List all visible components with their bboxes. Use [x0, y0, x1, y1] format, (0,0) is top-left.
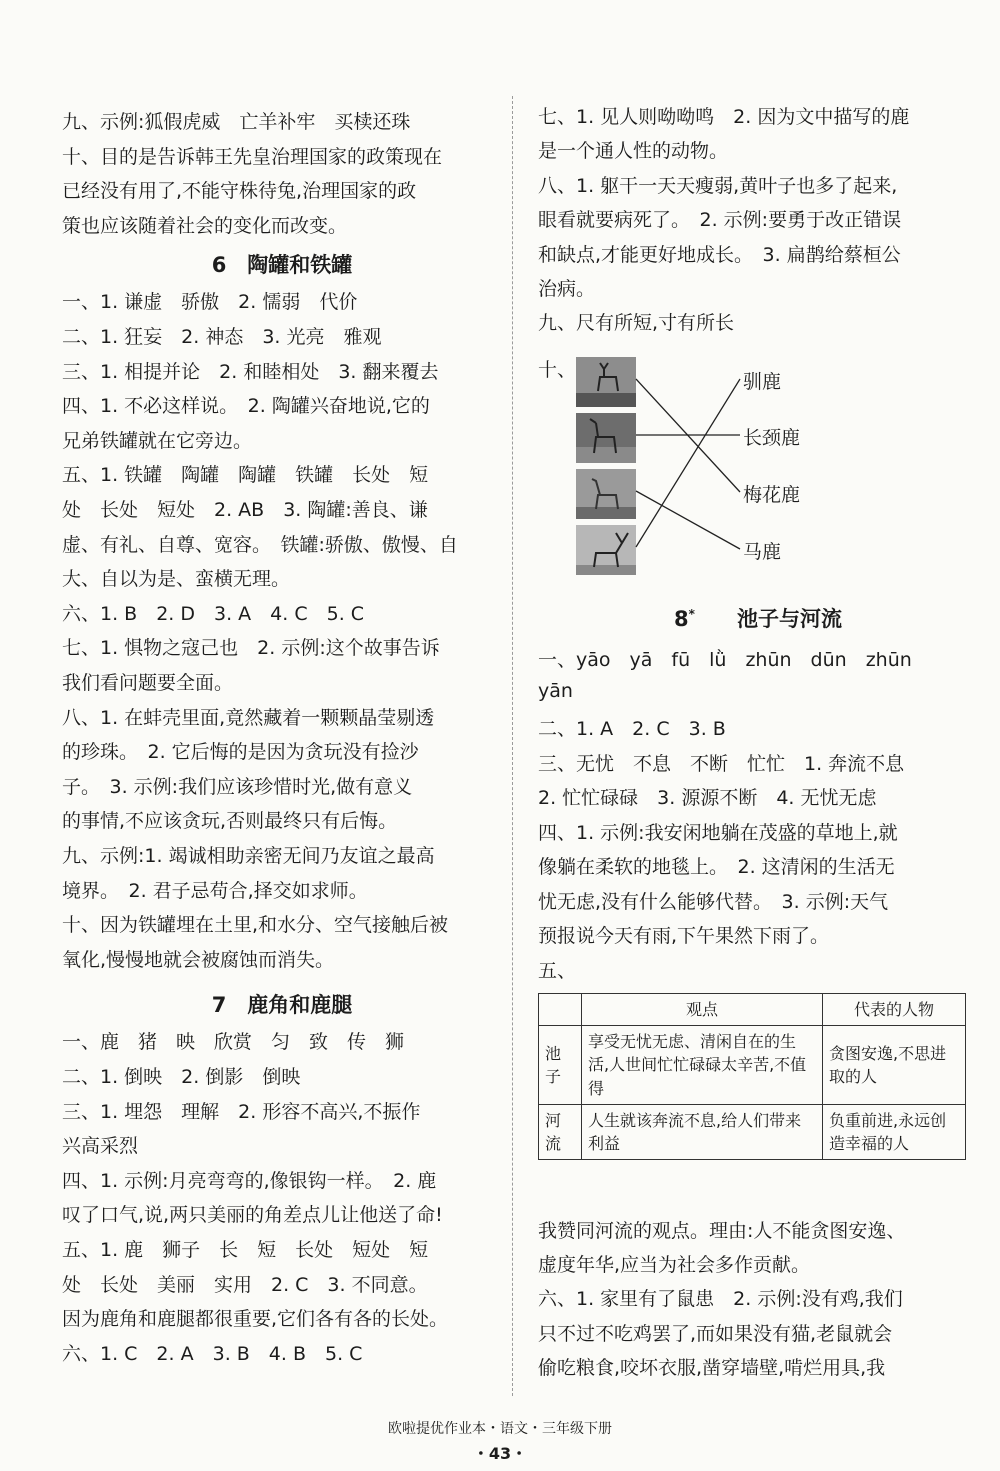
- table-header-person: 代表的人物: [823, 994, 966, 1026]
- answer-line: 二、1. 倒映 2. 倒影 倒映: [62, 1066, 301, 1088]
- answer-line: 兴高采烈: [62, 1135, 139, 1158]
- answer-line: 三、无忧 不息 不断 忙忙 1. 奔流不息: [538, 752, 905, 775]
- table-cell-person: 负重前进,永远创造幸福的人: [823, 1104, 966, 1159]
- answer-line: 2. 忙忙碌碌 3. 源源不断 4. 无忧无虑: [538, 787, 877, 809]
- answer-line: 处 长处 美丽 实用 2. C 3. 不同意。: [62, 1273, 428, 1296]
- answer-line: 四、1. 示例:月亮弯弯的,像银钩一样。 2. 鹿: [62, 1169, 437, 1192]
- answer-line: 五、1. 铁罐 陶罐 陶罐 铁罐 长处 短: [62, 464, 429, 487]
- deer-name-1: 驯鹿: [743, 371, 782, 393]
- answer-line: 七、1. 惧物之寇己也 2. 示例:这个故事告诉: [62, 637, 440, 660]
- answer-line: 四、1. 不必这样说。 2. 陶罐兴奋地说,它的: [62, 395, 430, 418]
- answer-line: 五、: [538, 959, 577, 982]
- answer-line: 叹了口气,说,两只美丽的角差点儿让他送了命!: [62, 1204, 443, 1227]
- column-divider: [512, 96, 513, 1396]
- lesson-6-title: 6 陶罐和铁罐: [211, 253, 353, 278]
- deer-name-2: 长颈鹿: [743, 427, 801, 449]
- answer-line: 眼看就要病死了。 2. 示例:要勇于改正错误: [538, 209, 902, 232]
- answer-line: 治病。: [538, 278, 596, 300]
- answer-line: 九、示例:狐假虎威 亡羊补牢 买椟还珠: [62, 111, 411, 133]
- answer-line: 虚度年华,应当为社会多作贡献。: [538, 1254, 811, 1277]
- answer-line: 二、1. A 2. C 3. B: [538, 718, 726, 740]
- answer-line: yān: [538, 679, 573, 702]
- table-cell-view: 人生就该奔流不息,给人们带来利益: [582, 1104, 823, 1159]
- answer-line: 三、1. 埋怨 理解 2. 形容不高兴,不振作: [62, 1100, 421, 1123]
- table-cell-name: 池子: [539, 1026, 582, 1105]
- answer-line: 只不过不吃鸡罢了,而如果没有猫,老鼠就会: [538, 1322, 893, 1345]
- answer-line: 和缺点,才能更好地成长。 3. 扁鹊给蔡桓公: [538, 243, 901, 266]
- lesson-8-mark: *: [688, 607, 695, 621]
- deer-name-4: 马鹿: [743, 541, 782, 563]
- deer-exercise-label: 十、: [538, 359, 577, 381]
- answer-line: 九、尺有所短,寸有所长: [538, 312, 735, 335]
- answer-line: 六、1. C 2. A 3. B 4. B 5. C: [62, 1342, 363, 1365]
- table-row: [539, 1104, 966, 1159]
- answer-line: 三、1. 相提并论 2. 和睦相处 3. 翻来覆去: [62, 360, 439, 383]
- table-row: [539, 1026, 966, 1105]
- answer-line: 十、因为铁罐埋在土里,和水分、空气接触后被: [62, 914, 449, 937]
- answer-line: 忧无虑,没有什么能够代替。 3. 示例:天气: [538, 890, 889, 913]
- table-cell-view: 享受无忧无虑、清闲自在的生活,人世间忙忙碌碌太辛苦,不值得: [582, 1026, 823, 1105]
- answer-line: 四、1. 示例:我安闲地躺在茂盛的草地上,就: [538, 821, 898, 844]
- answer-line: 虚、有礼、自尊、宽容。 铁罐:骄傲、傲慢、自: [62, 533, 458, 556]
- answer-line: 策也应该随着社会的变化而改变。: [62, 214, 348, 237]
- answer-line: 六、1. 家里有了鼠患 2. 示例:没有鸡,我们: [538, 1288, 903, 1311]
- answer-line: 像躺在柔软的地毯上。 2. 这清闲的生活无: [538, 856, 895, 878]
- answer-line: 子。 3. 示例:我们应该珍惜时光,做有意义: [62, 775, 413, 798]
- answer-line: 一、yāo yā fū lǜ zhūn dūn zhūn: [538, 649, 912, 671]
- answer-line: 八、1. 躯干一天天瘦弱,黄叶子也多了起来,: [538, 174, 898, 197]
- answer-line: 一、1. 谦虚 骄傲 2. 懦弱 代价: [62, 291, 358, 314]
- deer-matching-exercise: [538, 355, 978, 585]
- answer-line: 一、鹿 猪 映 欣赏 匀 致 传 狮: [62, 1031, 405, 1054]
- page-number: ・43・: [472, 1444, 528, 1463]
- answer-line: 因为鹿角和鹿腿都很重要,它们各有各的长处。: [62, 1308, 449, 1331]
- answer-line: 预报说今天有雨,下午果然下雨了。: [538, 925, 830, 947]
- answer-line: 境界。 2. 君子忌苟合,择交如求师。: [62, 879, 368, 902]
- answer-line: 十、目的是告诉韩王先皇治理国家的政策现在: [62, 145, 443, 168]
- lesson-7-title: 7 鹿角和鹿腿: [211, 993, 353, 1018]
- answer-line: 六、1. B 2. D 3. A 4. C 5. C: [62, 602, 365, 625]
- answer-line: 偷吃粮食,咬坏衣服,凿穿墙壁,啃烂用具,我: [538, 1356, 886, 1379]
- table-header-view: 观点: [582, 994, 823, 1026]
- answer-line: 的事情,不应该贪玩,否则最终只有后悔。: [62, 810, 398, 833]
- answer-line: 是一个通人性的动物。: [538, 140, 729, 163]
- answer-line: 氧化,慢慢地就会被腐蚀而消失。: [62, 948, 335, 971]
- lesson-8-title: [538, 603, 978, 633]
- answer-line: 处 长处 短处 2. AB 3. 陶罐:善良、谦: [62, 499, 428, 521]
- answer-line: 五、1. 鹿 狮子 长 短 长处 短处 短: [62, 1239, 429, 1261]
- answer-line: 兄弟铁罐就在它旁边。: [62, 429, 253, 452]
- answer-line: 二、1. 狂妄 2. 神态 3. 光亮 雅观: [62, 326, 382, 348]
- lesson-8-number: 8: [674, 607, 689, 631]
- answer-line: 大、自以为是、蛮横无理。: [62, 568, 291, 591]
- lesson-8-name: 池子与河流: [736, 607, 842, 631]
- answer-line: 的珍珠。 2. 它后悔的是因为贪玩没有捡沙: [62, 741, 419, 764]
- book-footer: 欧啦提优作业本・语文・三年级下册: [388, 1421, 612, 1437]
- table-cell-name: 河流: [539, 1104, 582, 1159]
- viewpoint-table: [538, 993, 966, 1160]
- answer-line: 八、1. 在蚌壳里面,竟然藏着一颗颗晶莹剔透: [62, 706, 435, 729]
- answer-line: 已经没有用了,不能守株待兔,治理国家的政: [62, 180, 417, 203]
- answer-line: 我们看问题要全面。: [62, 672, 234, 694]
- answer-line: 七、1. 见人则呦呦鸣 2. 因为文中描写的鹿: [538, 106, 910, 128]
- answer-line: 我赞同河流的观点。理由:人不能贪图安逸、: [538, 1220, 906, 1242]
- answer-line: 九、示例:1. 竭诚相助亲密无间乃友谊之最高: [62, 845, 435, 867]
- deer-name-3: 梅花鹿: [743, 484, 801, 506]
- table-cell-person: 贪图安逸,不思进取的人: [823, 1026, 966, 1105]
